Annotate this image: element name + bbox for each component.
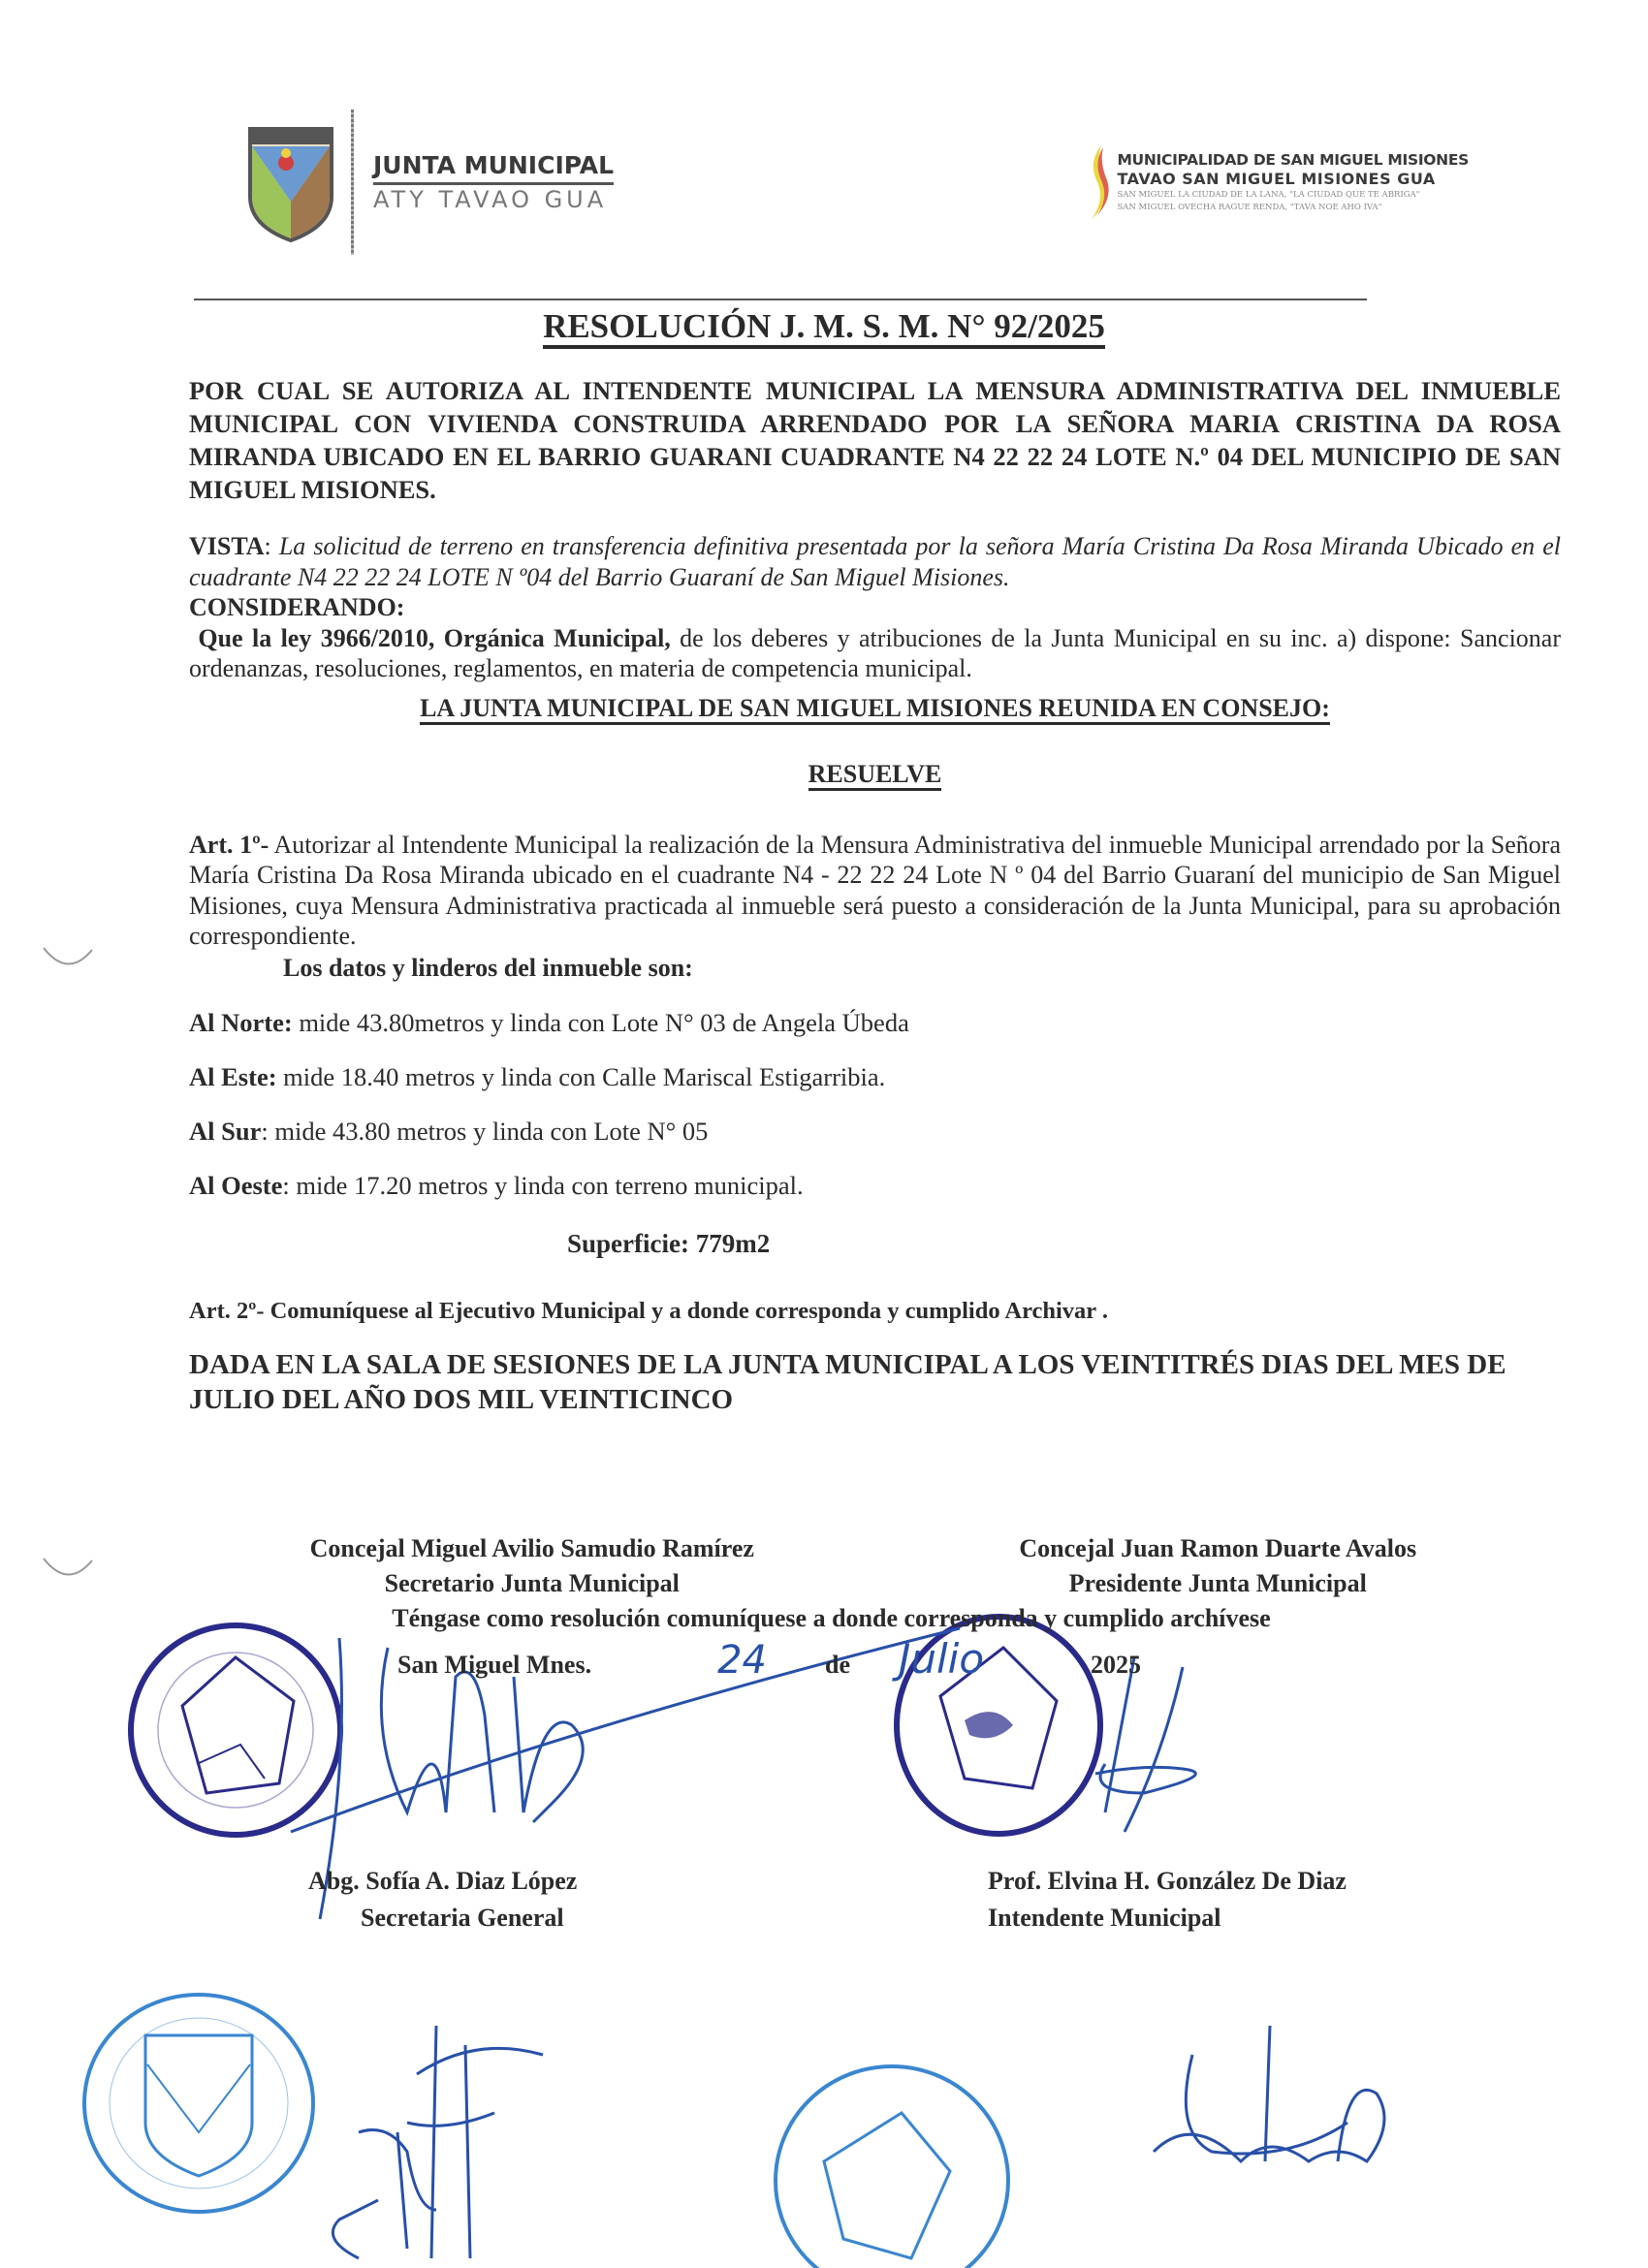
article-1-text: Autorizar al Intendente Municipal la realización de la Mensura Administrativa del inmueble Municipal arrendado por la Señora María Cristina Da Rosa Miranda ubicado en el cuadrante N4 - 22 22 24 Lote N º 04 del Barrio Guaraní del municipio de San Miguel Misiones, cuya Mensura Administrativa practicada al inmueble será puesto a consideración de la Junta Municipal, para su aprobación correspondiente. (189, 830, 1561, 950)
secretario-block (189, 1531, 875, 1601)
considerando-paragraph (189, 623, 1561, 684)
vista-text: La solicitud de terreno en transferencia definitiva presentada por la señora María Cristina Da Rosa Miranda Ubicado en el cuadrante N4 22 22 24 LOTE N º04 del Barrio Guaraní de San Miguel Misiones. (189, 532, 1562, 591)
article-1 (189, 830, 1561, 952)
resuelve-heading-text: RESUELVE (808, 760, 942, 791)
secretario-name: Concejal Miguel Avilio Samudio Ramírez (309, 1533, 754, 1562)
municipalidad-slogan-guarani: SAN MIGUEL OVECHA RAGUE RENDA, "TAVA NOE AHO IVA" (1117, 202, 1382, 212)
considerando-heading: CONSIDERANDO: (189, 593, 405, 621)
secretaria-general-signature (301, 2016, 553, 2268)
lindero-text: mide 18.40 metros y linda con Calle Mariscal Estigarribia. (276, 1061, 886, 1091)
vista-label: VISTA (189, 532, 265, 560)
secretaria-municipal-stamp-icon (78, 1987, 320, 2220)
vista-paragraph: VISTA: La solicitud de terreno en transferencia definitiva presentada por la señora María Cristina Da Rosa Miranda Ubicado en el cuadrante N4 22 22 24 LOTE N º04 del Barrio Guaraní de San Miguel Misiones. (189, 532, 1562, 591)
tengase-clause: Téngase como resolución comuníquese a donde corresponda y cumplido archívese (392, 1603, 1271, 1632)
lindero-label: Al Sur (189, 1116, 262, 1146)
municipalidad-slogan: SAN MIGUEL LA CIUDAD DE LA LANA, "LA CIUDAD QUE TE ABRIGA" (1117, 189, 1420, 200)
presidente-name: Concejal Juan Ramon Duarte Avalos (1019, 1533, 1417, 1562)
lindero-oeste (189, 1169, 1561, 1202)
de-label: de (824, 1650, 850, 1679)
resuelve-heading (189, 758, 1561, 791)
place-label: San Miguel Mnes. (397, 1650, 592, 1679)
lindero-este (189, 1060, 1561, 1093)
junta-text (373, 151, 614, 214)
municipalidad-guarani-name: TAVAO SAN MIGUEL MISIONES GUA (1117, 169, 1436, 188)
signature-space (189, 1417, 1561, 1531)
presidente-role: Presidente Junta Municipal (1068, 1568, 1367, 1597)
municipalidad-logo (1084, 143, 1469, 221)
letterhead (189, 95, 1561, 269)
dada-clause: DADA EN LA SALA DE SESIONES DE LA JUNTA MUNICIPAL A LOS VEINTITRÉS DIAS DEL MES DE JULIO DEL AÑO DOS MIL VEINTICINCO (189, 1348, 1506, 1415)
secretaria-general-name: Abg. Sofía A. Diaz López (308, 1866, 578, 1895)
municipalidad-name: MUNICIPALIDAD DE SAN MIGUEL MISIONES (1117, 150, 1469, 169)
header-rule (194, 299, 1367, 300)
flame-logo-icon (1084, 143, 1111, 221)
signature-space (189, 1688, 1561, 1863)
consejo-heading-text: LA JUNTA MUNICIPAL DE SAN MIGUEL MISIONES REUNIDA EN CONSEJO: (420, 694, 1330, 725)
resolution-title (0, 304, 1648, 349)
intendente-signature (1095, 2016, 1415, 2210)
consejo-heading (189, 692, 1561, 725)
intendencia-stamp-icon (766, 2055, 1018, 2268)
lindero-norte (189, 1006, 1561, 1039)
junta-subtitle: ATY TAVAO GUA (373, 185, 608, 213)
intendente-role: Intendente Municipal (988, 1903, 1221, 1932)
lindero-label: Al Este: (189, 1061, 277, 1091)
article-1-label: Art. 1º- (189, 830, 269, 859)
resolution-title-text: RESOLUCIÓN J. M. S. M. N° 92/2025 (543, 307, 1105, 349)
intendente-block (881, 1863, 1561, 1937)
handwritten-month: Julio (898, 1634, 985, 1683)
lindero-sur (189, 1115, 1561, 1148)
lindero-text: mide 43.80metros y linda con Lote N° 03 de Angela Úbeda (292, 1007, 909, 1037)
secretaria-general-role: Secretaria General (361, 1903, 564, 1932)
article-2: Art. 2º- Comuníquese al Ejecutivo Municipal y a donde corresponda y cumplido Archivar . (189, 1297, 1108, 1324)
promulgation-date (397, 1636, 1561, 1688)
considerando-lead: Que la ley 3966/2010, Orgánica Municipal, (198, 623, 671, 652)
considerando-text: de los deberes y atribuciones de la Junta Municipal en su inc. a) dispone: Sancionar ordenanzas, resoluciones, reglamentos, en materia de competencia municipal. (189, 623, 1561, 682)
lindero-label: Al Oeste (189, 1170, 283, 1200)
intendente-name: Prof. Elvina H. González De Diaz (988, 1866, 1347, 1895)
junta-title: JUNTA MUNICIPAL (373, 151, 614, 185)
resolution-subject: POR CUAL SE AUTORIZA AL INTENDENTE MUNICIPAL LA MENSURA ADMINISTRATIVA DEL INMUEBLE MUNICIPAL CON VIVIENDA CONSTRUIDA ARRENDADO POR LA SEÑORA MARIA CRISTINA DA ROSA MIRANDA UBICADO EN EL BARRIO GUARANI CUADRANTE N4 22 22 24 LOTE N.º 04 DEL MUNICIPIO DE SAN MIGUEL MISIONES. (189, 376, 1561, 504)
presidente-block (875, 1531, 1562, 1601)
handwritten-day: 24 (717, 1637, 767, 1683)
junta-logo (242, 110, 614, 255)
municipal-crest-icon (242, 119, 339, 245)
executive-signatures (189, 1863, 1561, 1937)
municipalidad-text (1117, 151, 1469, 214)
divider (351, 110, 354, 255)
junta-signatures (189, 1531, 1561, 1601)
lindero-text: : mide 17.20 metros y linda con terreno municipal. (282, 1170, 804, 1200)
datos-heading: Los datos y linderos del inmueble son: (283, 953, 693, 982)
secretaria-general-block (189, 1863, 881, 1937)
year-label: 2025 (1091, 1650, 1142, 1679)
lindero-label: Al Norte: (189, 1007, 293, 1037)
secretario-role: Secretario Junta Municipal (384, 1568, 680, 1597)
superficie: Superficie: 779m2 (567, 1228, 771, 1258)
lindero-text: : mide 43.80 metros y linda con Lote N° 05 (261, 1116, 709, 1146)
